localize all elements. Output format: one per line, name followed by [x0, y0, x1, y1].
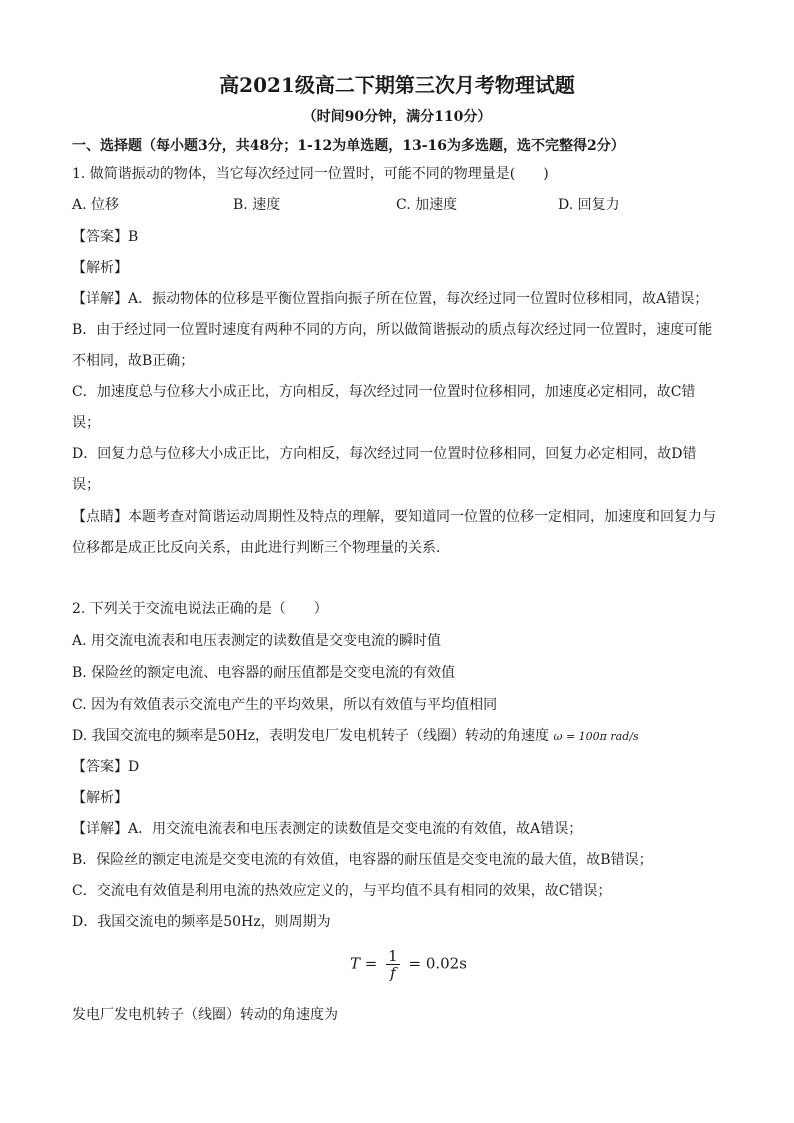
q2-stem: 2. 下列关于交流电说法正确的是（ ）: [72, 601, 328, 617]
formula-fraction: [386, 948, 400, 981]
q1-detail-line: 误；: [72, 415, 100, 431]
q2-option-b: B. 保险丝的额定电流、电容器的耐压值都是交变电流的有效值: [72, 665, 456, 681]
formula-numerator: 1: [388, 947, 398, 965]
q2-analysis-label: 【解析】: [72, 790, 128, 806]
q1-analysis-label: 【解析】: [72, 260, 128, 276]
q2-option-a: A. 用交流电流表和电压表测定的读数值是交变电流的瞬时值: [72, 633, 442, 649]
formula-rhs: = 0.02s: [408, 954, 467, 973]
q1-option-d: D. 回复力: [558, 197, 620, 213]
q1-detail-line: B．由于经过同一位置时速度有两种不同的方向，所以做简谐振动的质点每次经过同一位置时，速度可能: [72, 322, 713, 338]
formula-lhs: T: [350, 954, 361, 973]
q1-detail-line: C．加速度总与位移大小成正比，方向相反，每次经过同一位置时位移相同，加速度必定相同，故C错: [72, 384, 696, 400]
q1-option-c: C. 加速度: [396, 197, 458, 213]
q2-detail-line: D．我国交流电的频率是50Hz，则周期为: [72, 914, 331, 930]
q2-detail-line: C．交流电有效值是利用电流的热效应定义的，与平均值不具有相同的效果，故C错误；: [72, 883, 612, 899]
omega-formula: ω = 100π rad/s: [553, 730, 639, 743]
section-heading: 一、选择题（每小题3分，共48分；1-12为单选题，13-16为多选题，选不完整得2分）: [72, 138, 625, 154]
q1-stem: 1. 做简谐振动的物体，当它每次经过同一位置时，可能不同的物理量是( ): [72, 166, 549, 182]
q1-answer: 【答案】B: [72, 229, 139, 245]
q1-detail-line: D．回复力总与位移大小成正比，方向相反，每次经过同一位置时位移相同，回复力必定相同，故D错: [72, 446, 697, 462]
q2-detail-line: B．保险丝的额定电流是交变电流的有效值，电容器的耐压值是交变电流的最大值，故B错误；: [72, 852, 653, 868]
q1-comment-line: 位移都是成正比反向关系，由此进行判断三个物理量的关系．: [72, 540, 450, 556]
q1-option-b: B. 速度: [233, 197, 281, 213]
document-subtitle: （时间90分钟，满分110分）: [302, 109, 492, 125]
q1-detail-line: 误；: [72, 477, 100, 493]
q1-comment-line: 【点睛】本题考查对简谐运动周期性及特点的理解，要知道同一位置的位移一定相同，加速度和回复力与: [72, 509, 716, 525]
document-title: 高2021级高二下期第三次月考物理试题: [219, 73, 575, 97]
q2-detail-line: 【详解】A．用交流电流表和电压表测定的读数值是交变电流的有效值，故A错误；: [72, 821, 583, 837]
q1-option-a: A. 位移: [72, 197, 120, 213]
period-formula: [350, 948, 467, 981]
formula-denominator: f: [390, 964, 396, 982]
formula-eq: =: [364, 954, 378, 973]
q2-answer: 【答案】D: [72, 759, 140, 775]
q2-option-d: [72, 727, 639, 746]
q2-option-c: C. 因为有效值表示交流电产生的平均效果，所以有效值与平均值相同: [72, 697, 498, 713]
q1-detail-line: 【详解】A．振动物体的位移是平衡位置指向振子所在位置，每次经过同一位置时位移相同，故A错误；: [72, 291, 709, 307]
q2-option-d-text: D. 我国交流电的频率是50Hz，表明发电厂发电机转子（线圈）转动的角速度: [72, 728, 550, 744]
q1-detail-line: 不相同，故B正确；: [72, 353, 195, 369]
q2-tail-line: 发电厂发电机转子（线圈）转动的角速度为: [72, 1007, 338, 1023]
